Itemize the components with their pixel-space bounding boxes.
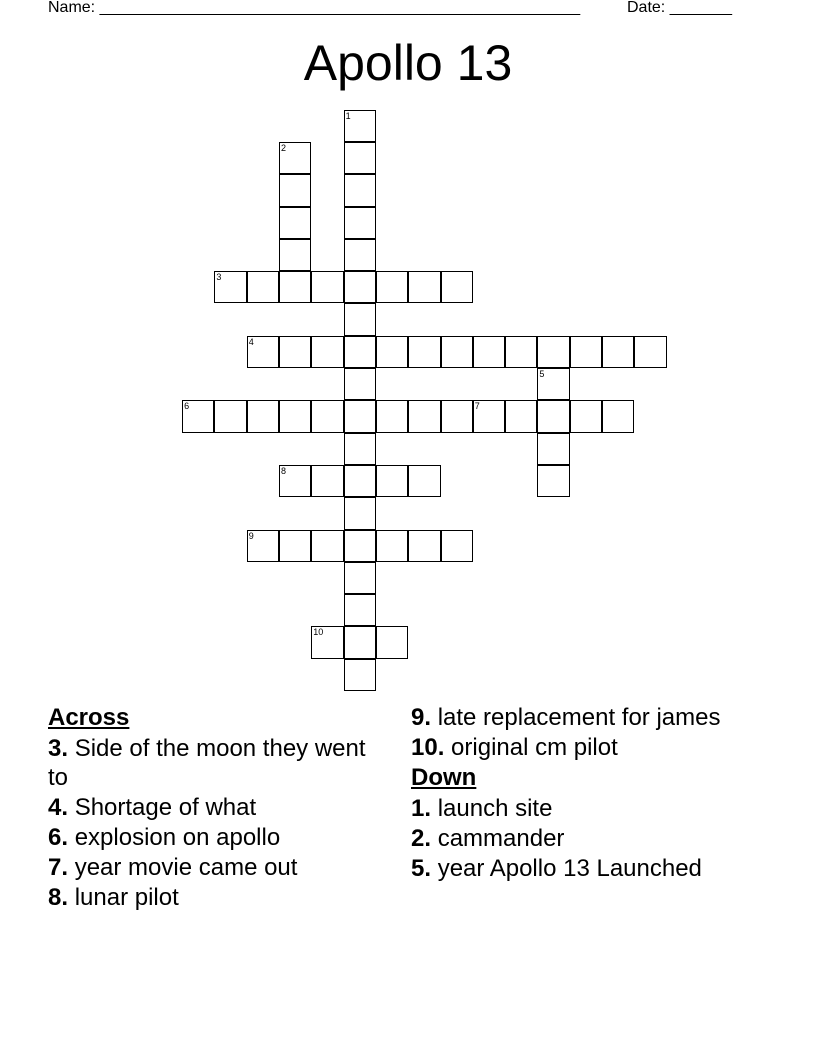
crossword-cell[interactable] — [279, 271, 311, 303]
crossword-cell[interactable] — [408, 336, 440, 368]
clue-number: 1. — [411, 795, 432, 822]
clue-number: 6. — [48, 824, 69, 851]
crossword-cell[interactable] — [376, 626, 408, 658]
cell-number: 5 — [539, 369, 545, 379]
cell-number: 4 — [248, 336, 254, 347]
clue-across-7 — [48, 853, 378, 882]
clue-number: 3. — [48, 735, 69, 762]
clue-text: year movie came out — [74, 854, 298, 881]
crossword-cell[interactable] — [344, 336, 376, 368]
crossword-cell[interactable] — [344, 110, 376, 142]
crossword-cell[interactable] — [311, 626, 343, 658]
crossword-cell[interactable] — [505, 336, 537, 368]
clue-number: 7. — [48, 854, 69, 881]
clue-text: lunar pilot — [74, 884, 179, 911]
crossword-cell[interactable] — [344, 271, 376, 303]
crossword-cell[interactable] — [344, 562, 376, 594]
crossword-cell[interactable] — [602, 400, 634, 432]
crossword-cell[interactable] — [344, 303, 376, 335]
cell-number: 6 — [184, 401, 190, 412]
crossword-cell[interactable] — [376, 465, 408, 497]
crossword-cell[interactable] — [570, 336, 602, 368]
crossword-cell[interactable] — [311, 465, 343, 497]
crossword-cell[interactable] — [344, 239, 376, 271]
name-label: Name: — [48, 0, 96, 16]
crossword-cell[interactable] — [344, 174, 376, 206]
crossword-cell[interactable] — [473, 400, 505, 432]
crossword-cell[interactable] — [311, 530, 343, 562]
crossword-cell[interactable] — [247, 400, 279, 432]
crossword-cell[interactable] — [570, 400, 602, 432]
cell-number: 8 — [281, 465, 287, 476]
crossword-cell[interactable] — [537, 433, 569, 465]
crossword-cell[interactable] — [537, 368, 569, 400]
crossword-cell[interactable] — [408, 530, 440, 562]
clue-number: 8. — [48, 884, 69, 911]
clue-text: Shortage of what — [74, 794, 257, 821]
crossword-cell[interactable] — [279, 142, 311, 174]
crossword-cell[interactable] — [441, 530, 473, 562]
crossword-cell[interactable] — [537, 465, 569, 497]
crossword-cell[interactable] — [376, 271, 408, 303]
clue-down-2 — [411, 824, 751, 853]
cell-number: 7 — [474, 401, 480, 412]
crossword-cell[interactable] — [505, 400, 537, 432]
crossword-cell[interactable] — [408, 465, 440, 497]
crossword-cell[interactable] — [376, 530, 408, 562]
crossword-cell[interactable] — [473, 336, 505, 368]
crossword-cell[interactable] — [311, 271, 343, 303]
crossword-cell[interactable] — [537, 400, 569, 432]
clue-number: 4. — [48, 794, 69, 821]
clue-down-1 — [411, 794, 751, 823]
clue-text: year Apollo 13 Launched — [437, 855, 702, 882]
crossword-cell[interactable] — [634, 336, 666, 368]
clue-number: 2. — [411, 825, 432, 852]
crossword-cell[interactable] — [247, 271, 279, 303]
crossword-cell[interactable] — [344, 594, 376, 626]
date-label: Date: — [627, 0, 666, 16]
crossword-cell[interactable] — [441, 336, 473, 368]
crossword-cell[interactable] — [537, 336, 569, 368]
crossword-cell[interactable] — [344, 142, 376, 174]
cell-number: 2 — [281, 142, 287, 153]
crossword-cell[interactable] — [344, 626, 376, 658]
crossword-cell[interactable] — [311, 400, 343, 432]
crossword-cell[interactable] — [344, 659, 376, 691]
crossword-cell[interactable] — [344, 465, 376, 497]
name-blank: ______________________________________________________ — [99, 0, 581, 16]
crossword-cell[interactable] — [344, 433, 376, 465]
crossword-cell[interactable] — [602, 336, 634, 368]
crossword-cell[interactable] — [344, 530, 376, 562]
clue-number: 10. — [411, 734, 445, 761]
down-heading: Down — [411, 764, 477, 791]
cell-number: 1 — [345, 110, 351, 121]
crossword-cell[interactable] — [279, 174, 311, 206]
clue-across-4 — [48, 793, 378, 822]
crossword-cell[interactable] — [214, 400, 246, 432]
cell-number: 3 — [216, 272, 222, 283]
crossword-cell[interactable] — [408, 400, 440, 432]
crossword-cell[interactable] — [279, 336, 311, 368]
crossword-cell[interactable] — [247, 530, 279, 562]
crossword-cell[interactable] — [344, 207, 376, 239]
crossword-cell[interactable] — [441, 271, 473, 303]
crossword-cell[interactable] — [279, 239, 311, 271]
clue-down-5 — [411, 854, 751, 883]
crossword-cell[interactable] — [408, 271, 440, 303]
crossword-cell[interactable] — [214, 271, 246, 303]
cell-number: 10 — [313, 627, 324, 638]
clue-text: explosion on apollo — [74, 824, 281, 851]
crossword-cell[interactable] — [247, 336, 279, 368]
clue-text: Side of the moon they went to — [48, 735, 366, 791]
clue-text: launch site — [437, 795, 553, 822]
clue-text: cammander — [437, 825, 565, 852]
crossword-cell[interactable] — [182, 400, 214, 432]
clue-across-9 — [411, 703, 751, 732]
clue-number: 5. — [411, 855, 432, 882]
clues-right-column — [411, 703, 751, 884]
crossword-cell[interactable] — [344, 400, 376, 432]
crossword-cell[interactable] — [279, 465, 311, 497]
crossword-cell[interactable] — [279, 400, 311, 432]
clue-across-8 — [48, 883, 378, 912]
crossword-cell[interactable] — [376, 336, 408, 368]
crossword-cell[interactable] — [441, 400, 473, 432]
crossword-cell[interactable] — [279, 530, 311, 562]
crossword-cell[interactable] — [279, 207, 311, 239]
crossword-cell[interactable] — [344, 368, 376, 400]
clue-across-3 — [48, 734, 378, 792]
clues-left-column — [48, 703, 378, 913]
clue-text: original cm pilot — [451, 734, 618, 761]
cell-number: 9 — [248, 530, 254, 541]
crossword-cell[interactable] — [376, 400, 408, 432]
crossword-cell[interactable] — [344, 497, 376, 529]
crossword-cell[interactable] — [311, 336, 343, 368]
page-title: Apollo 13 — [303, 35, 513, 91]
clue-across-10 — [411, 733, 751, 762]
clue-text: late replacement for james — [437, 704, 721, 731]
clue-across-6 — [48, 823, 378, 852]
clue-number: 9. — [411, 704, 432, 731]
across-heading: Across — [48, 704, 130, 731]
date-blank: _______ — [669, 0, 732, 16]
